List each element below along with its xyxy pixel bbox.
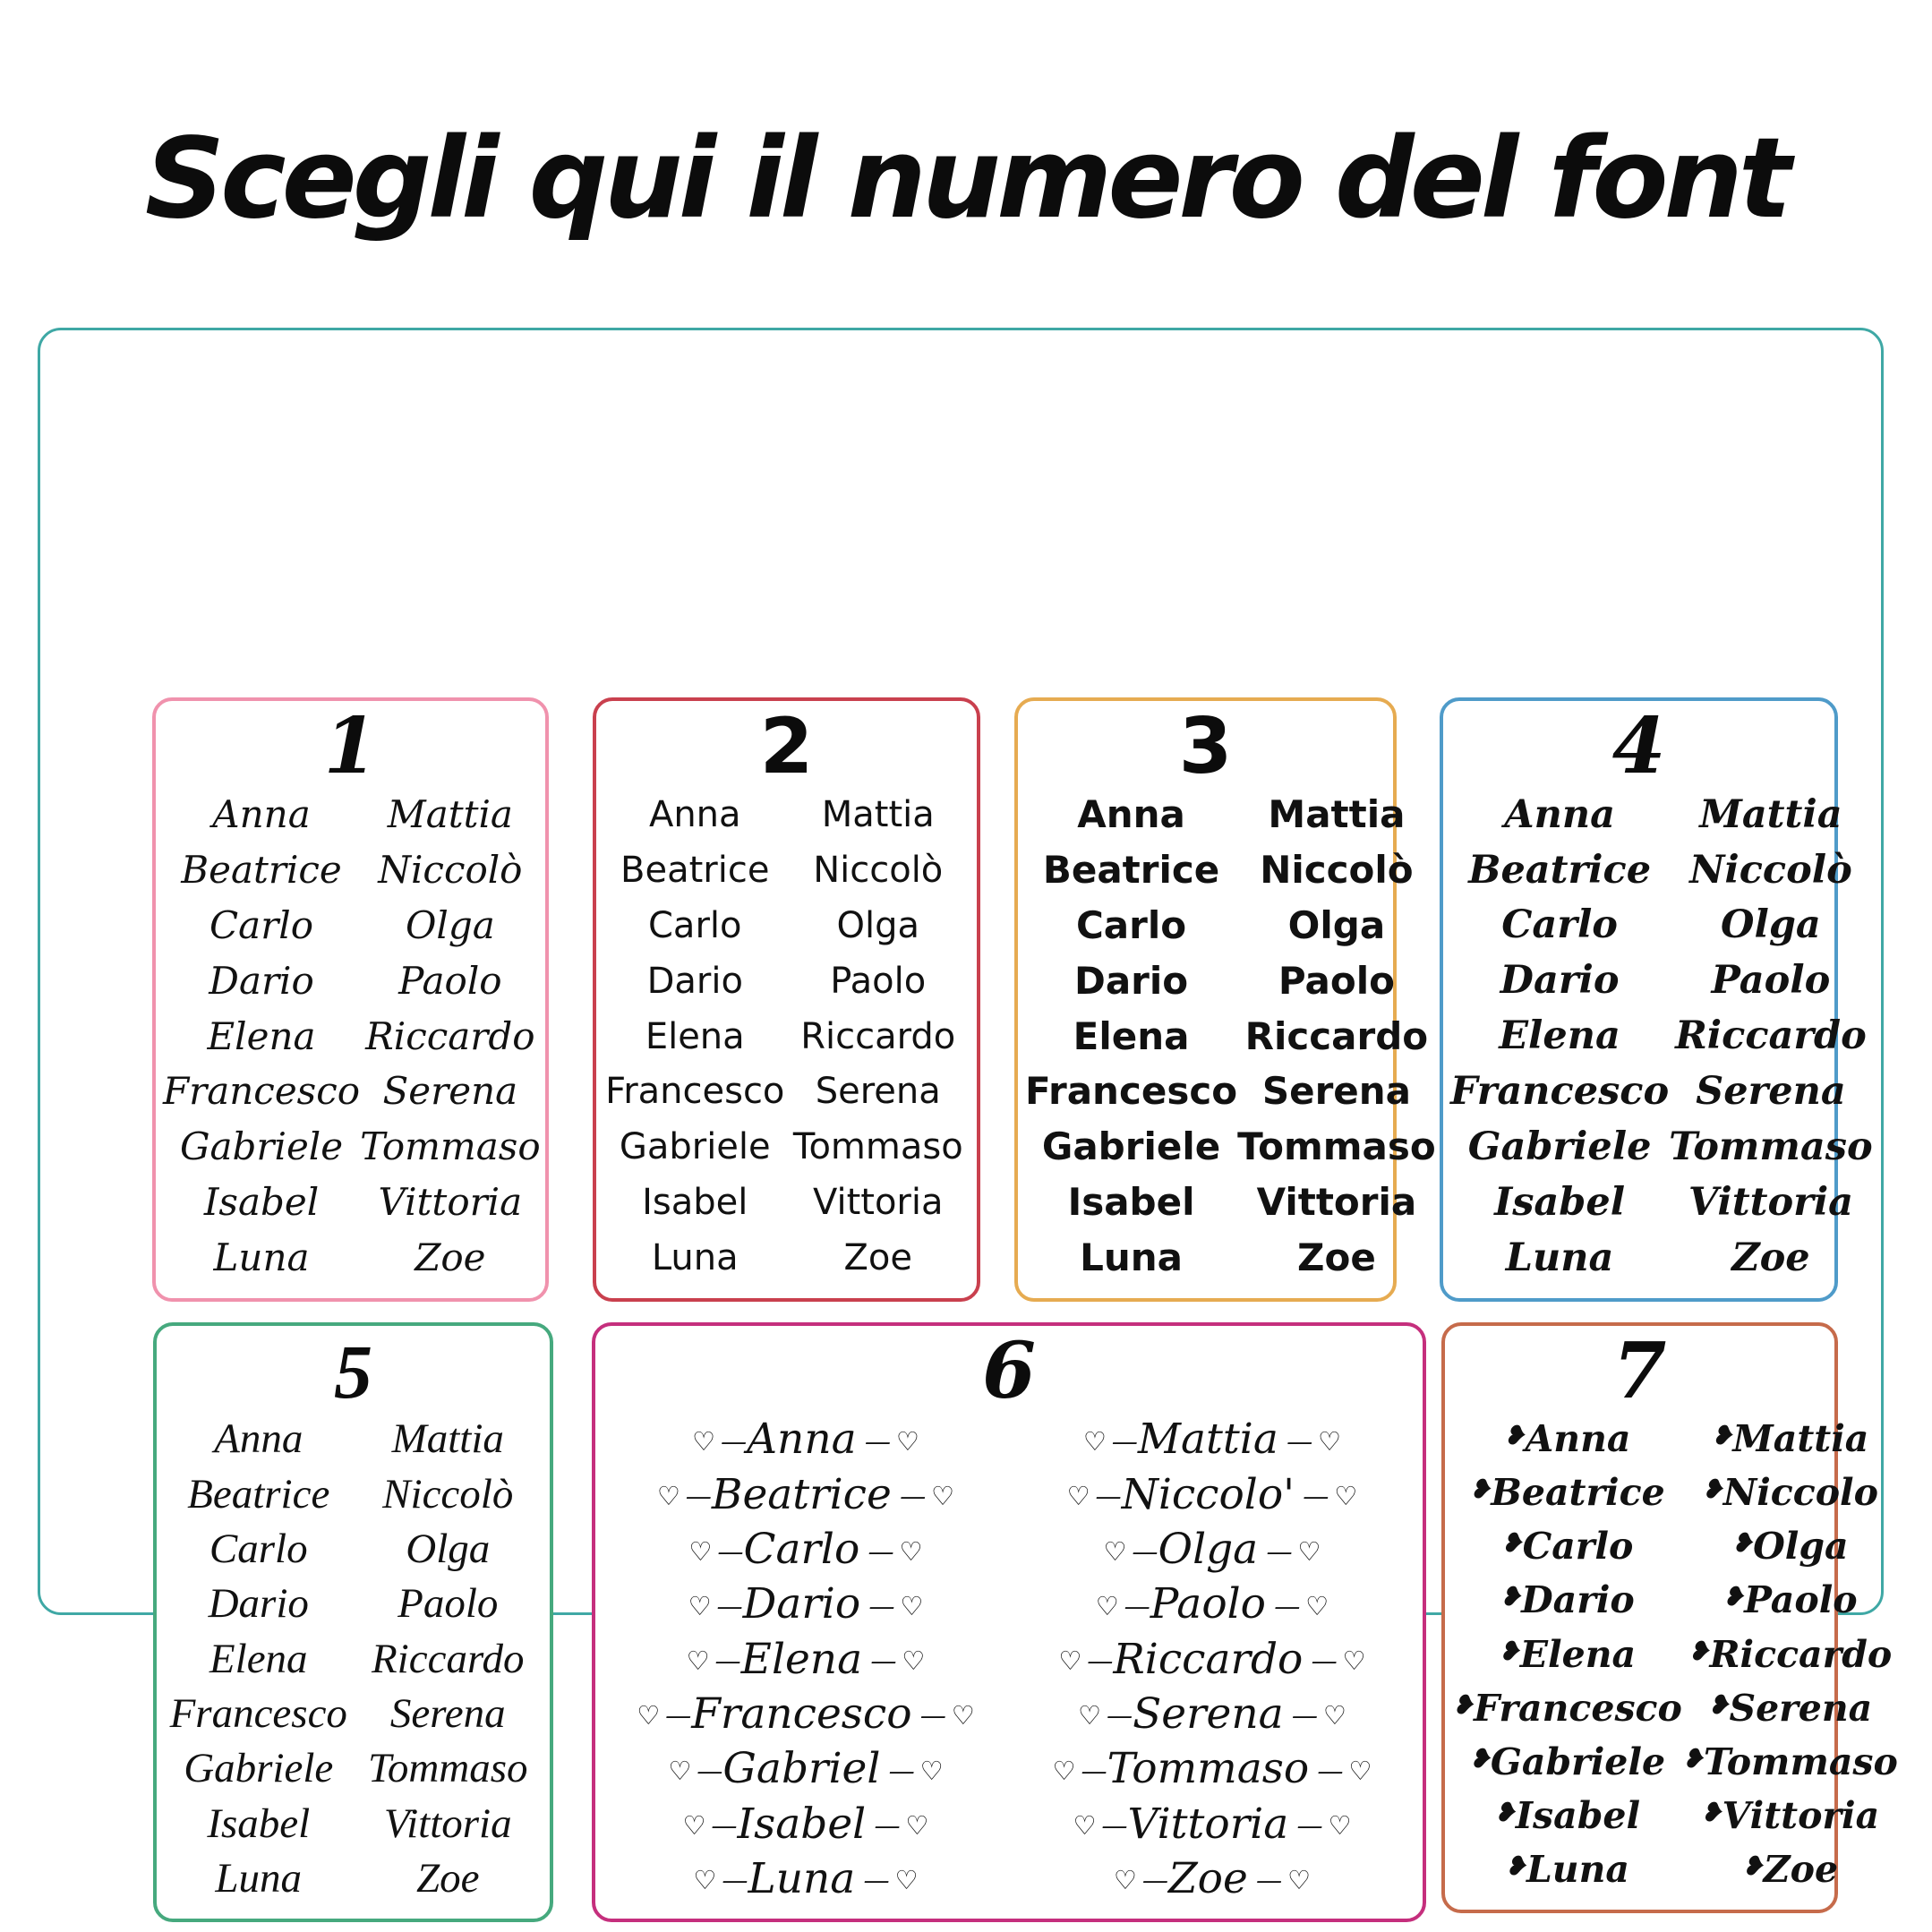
name-sample: ♡ — Serena — ♡ <box>1078 1693 1346 1735</box>
font-number-label: 6 <box>982 1326 1036 1416</box>
name-sample: ❥ Dario <box>1500 1582 1635 1619</box>
name-sample: Beatrice <box>1042 848 1220 893</box>
name-sample: ♡ — Elena — ♡ <box>687 1638 926 1680</box>
name-sample: ♡ — Carlo — ♡ <box>688 1528 922 1570</box>
name-sample: Luna <box>213 1235 310 1280</box>
names-grid <box>603 787 970 1286</box>
name-sample: ♡ — Vittoria — ♡ <box>1073 1803 1351 1845</box>
name-sample: Paolo <box>398 1580 499 1628</box>
name-sample: Tommaso <box>360 1124 541 1169</box>
name-sample: ♡ — Zoe — ♡ <box>1114 1858 1311 1900</box>
name-sample: ❥ Zoe <box>1742 1851 1838 1888</box>
font-number-label: 7 <box>1612 1326 1667 1416</box>
font-number-label: 2 <box>759 702 814 791</box>
name-sample: Riccardo <box>1244 1013 1429 1058</box>
names-grid <box>164 1412 543 1906</box>
name-sample: Carlo <box>1075 902 1187 947</box>
name-sample: Beatrice <box>620 850 770 892</box>
name-sample: Anna <box>1077 792 1185 837</box>
name-sample: ♡ — Dario — ♡ <box>688 1583 924 1625</box>
font-box-3 <box>1014 697 1436 1302</box>
name-sample: Elena <box>207 1013 316 1058</box>
name-sample: Carlo <box>1501 902 1618 948</box>
name-sample: Dario <box>1500 958 1620 1004</box>
names-grid <box>1450 787 1873 1286</box>
name-sample: ♡ — Riccardo — ♡ <box>1058 1638 1365 1680</box>
name-sample: ❥ Francesco <box>1452 1690 1682 1727</box>
name-sample: Isabel <box>642 1182 748 1224</box>
name-sample: Vittoria <box>378 1180 523 1225</box>
page-title: Scegli qui il numero del font <box>144 115 1788 244</box>
font-box-4 <box>1440 697 1873 1302</box>
name-sample: Elena <box>209 1635 308 1682</box>
name-sample: ♡ — Niccolo' — ♡ <box>1067 1474 1358 1516</box>
name-sample: Paolo <box>1711 958 1831 1004</box>
name-sample: Olga <box>1721 902 1821 948</box>
font-number-label: 3 <box>1178 702 1233 791</box>
name-sample: Isabel <box>1494 1179 1626 1225</box>
name-sample: ❥ Anna <box>1503 1421 1630 1458</box>
name-sample: Luna <box>215 1854 303 1902</box>
name-sample: Riccardo <box>371 1635 525 1682</box>
name-sample: Anna <box>648 794 741 836</box>
names-grid <box>1025 787 1436 1286</box>
name-sample: ♡ — Mattia — ♡ <box>1083 1418 1341 1460</box>
name-sample: Mattia <box>1268 792 1406 837</box>
name-sample: ❥ Serena <box>1707 1690 1872 1727</box>
name-sample: Gabriele <box>1467 1124 1652 1169</box>
name-sample: ❥ Gabriele <box>1469 1744 1665 1781</box>
name-sample: Luna <box>1505 1235 1614 1280</box>
font-number-label: 5 <box>334 1329 372 1415</box>
font-number-label: 4 <box>1611 701 1666 791</box>
name-sample: Anna <box>212 792 311 837</box>
name-sample: Vittoria <box>812 1182 944 1224</box>
name-sample: Serena <box>382 1069 518 1114</box>
name-sample: ❥ Niccolo <box>1702 1475 1878 1511</box>
name-sample: Paolo <box>1278 958 1395 1003</box>
name-sample: Dario <box>208 1580 309 1628</box>
outer-frame <box>38 328 1898 1903</box>
name-sample: Serena <box>1261 1069 1412 1114</box>
name-sample: Zoe <box>415 1235 486 1280</box>
name-sample: Niccolò <box>378 848 523 893</box>
name-sample: Zoe <box>1297 1235 1376 1280</box>
name-sample: Zoe <box>416 1854 480 1902</box>
name-sample: ❥ Luna <box>1505 1851 1629 1888</box>
name-sample: Niccolò <box>1260 848 1414 893</box>
name-sample: Gabriele <box>1041 1124 1221 1169</box>
name-sample: ❥ Paolo <box>1723 1582 1858 1619</box>
name-sample: Elena <box>1073 1013 1190 1058</box>
name-sample: Luna <box>1080 1235 1183 1280</box>
name-sample: Dario <box>209 958 314 1003</box>
name-sample: ❥ Vittoria <box>1701 1798 1880 1834</box>
name-sample: ❥ Mattia <box>1711 1421 1868 1458</box>
name-sample: Francesco <box>169 1689 347 1737</box>
name-sample: Carlo <box>209 1526 308 1573</box>
name-sample: Beatrice <box>181 848 342 893</box>
name-sample: Isabel <box>1067 1180 1195 1225</box>
name-sample: Mattia <box>1699 791 1842 837</box>
name-sample: Mattia <box>821 794 935 836</box>
name-sample: Niccolò <box>1689 847 1852 893</box>
name-sample: ♡ — Tommaso — ♡ <box>1053 1748 1372 1790</box>
name-sample: ♡ — Paolo — ♡ <box>1096 1583 1329 1625</box>
font-box-6 <box>592 1322 1426 1922</box>
name-sample: Mattia <box>387 792 513 837</box>
name-sample: Beatrice <box>187 1470 330 1517</box>
name-sample: ♡ — Isabel — ♡ <box>682 1803 928 1845</box>
names-grid <box>603 1412 1415 1906</box>
name-sample: Serena <box>389 1689 506 1737</box>
name-sample: Vittoria <box>1688 1179 1854 1225</box>
name-sample: Niccolò <box>382 1470 514 1517</box>
name-sample: Anna <box>214 1415 303 1463</box>
name-sample: Serena <box>1696 1068 1846 1114</box>
name-sample: Zoe <box>843 1237 912 1279</box>
name-sample: ❥ Olga <box>1731 1528 1849 1565</box>
name-sample: ❥ Elena <box>1499 1637 1636 1673</box>
name-sample: Isabel <box>203 1180 320 1225</box>
font-number-label: 1 <box>323 701 378 791</box>
name-sample: ❥ Beatrice <box>1469 1475 1665 1511</box>
name-sample: Dario <box>646 960 743 1002</box>
name-sample: Luna <box>651 1237 739 1279</box>
name-sample: Elena <box>1499 1013 1620 1059</box>
name-sample: Tommaso <box>792 1126 963 1168</box>
name-sample: Carlo <box>648 904 742 946</box>
name-sample: Serena <box>815 1071 941 1113</box>
name-sample: Riccardo <box>365 1013 535 1058</box>
name-sample: ❥ Riccardo <box>1688 1637 1892 1673</box>
name-sample: Francesco <box>605 1071 785 1113</box>
name-sample: Olga <box>405 902 495 947</box>
name-sample: ♡ — Anna — ♡ <box>692 1418 919 1460</box>
name-sample: Olga <box>406 1526 491 1573</box>
name-sample: ♡ — Beatrice — ♡ <box>657 1474 954 1516</box>
name-sample: Tommaso <box>368 1745 528 1792</box>
name-sample: Olga <box>836 904 919 946</box>
name-sample: ❥ Tommaso <box>1682 1744 1898 1781</box>
names-grid <box>163 787 541 1286</box>
name-sample: ♡ — Francesco — ♡ <box>637 1693 975 1735</box>
name-sample: Vittoria <box>1256 1180 1417 1225</box>
name-sample: Tommaso <box>1669 1124 1873 1169</box>
name-sample: ♡ — Olga — ♡ <box>1103 1528 1321 1570</box>
name-sample: Francesco <box>163 1069 361 1114</box>
name-sample: Vittoria <box>383 1799 512 1847</box>
names-grid <box>1452 1412 1898 1897</box>
name-sample: Riccardo <box>1675 1013 1867 1059</box>
name-sample: Gabriele <box>179 1124 344 1169</box>
name-sample: Carlo <box>209 902 314 947</box>
name-sample: ❥ Isabel <box>1494 1798 1640 1834</box>
name-sample: Niccolò <box>813 850 944 892</box>
font-box-5 <box>153 1322 553 1922</box>
font-box-7 <box>1441 1322 1898 1913</box>
font-box-1 <box>152 697 549 1302</box>
name-sample: ♡ — Luna — ♡ <box>693 1858 918 1900</box>
name-sample: Zoe <box>1731 1235 1810 1280</box>
name-sample: Paolo <box>398 958 502 1003</box>
name-sample: Anna <box>1504 791 1615 837</box>
name-sample: Gabriele <box>619 1126 771 1168</box>
name-sample: Dario <box>1073 958 1189 1003</box>
name-sample: Gabriele <box>184 1745 334 1792</box>
name-sample: Tommaso <box>1237 1124 1436 1169</box>
name-sample: Paolo <box>830 960 927 1002</box>
name-sample: ❥ Carlo <box>1501 1528 1634 1565</box>
font-box-2 <box>593 697 980 1302</box>
name-sample: Beatrice <box>1468 847 1652 893</box>
name-sample: ♡ — Gabriel — ♡ <box>668 1748 943 1790</box>
name-sample: Francesco <box>1025 1069 1238 1114</box>
name-sample: Olga <box>1287 902 1386 947</box>
name-sample: Elena <box>645 1015 745 1057</box>
name-sample: Isabel <box>207 1799 311 1847</box>
name-sample: Mattia <box>391 1415 504 1463</box>
name-sample: Riccardo <box>800 1015 956 1057</box>
name-sample: Francesco <box>1450 1068 1670 1114</box>
